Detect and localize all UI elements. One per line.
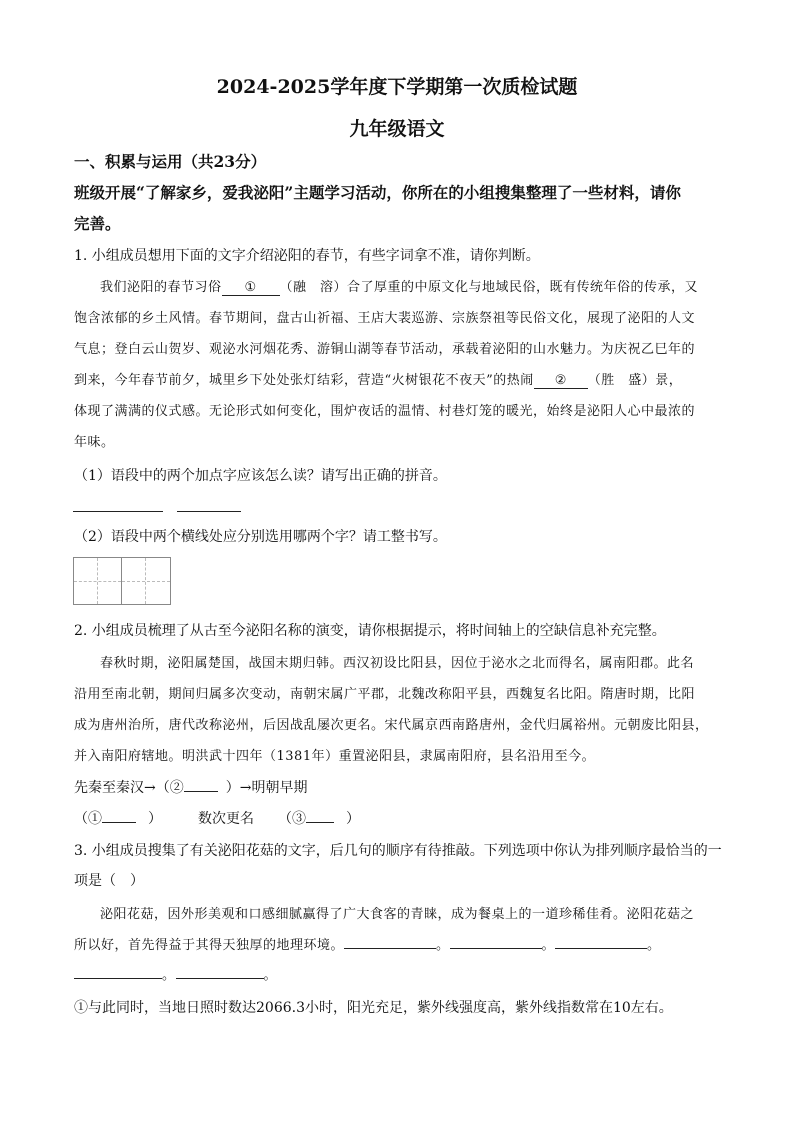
q1-sub-question-1: （1）语段中的两个加点字应该怎么读？请写出正确的拼音。 [74, 468, 447, 484]
q1-passage-text: 到来，今年春节前夕，城里乡下处处张灯结彩，营造“火树银花不夜天”的热闹 [74, 373, 534, 388]
exam-subtitle: 九年级语文 [349, 118, 445, 140]
q3-blank[interactable] [176, 978, 264, 979]
q1-passage-text: （胜 盛）景， [587, 373, 683, 388]
section-intro-line-1: 班级开展“了解家乡，爱我泌阳”主题学习活动，你所在的小组搜集整理了一些材料，请你 [74, 183, 681, 202]
q3-period: 。 [263, 968, 278, 983]
timeline-text: 先秦至秦汉→（② [74, 780, 184, 796]
timeline-text: ）→明朝早期 [225, 780, 308, 796]
timeline-text: （① [74, 811, 102, 827]
q3-passage-line-1: 泌阳花菇，因外形美观和口感细腻赢得了广大食客的青睐，成为餐桌上的一道珍稀佳肴。泌阳花菇之 [100, 907, 695, 922]
timeline-blank-1[interactable] [102, 822, 136, 823]
writing-grid[interactable] [73, 557, 171, 605]
q2-passage-line-1: 春秋时期，泌阳属楚国，战国末期归韩。西汉初设比阳县，因位于泌水之北而得名，属南阳郡。此名 [100, 656, 695, 671]
q1-passage-line-6: 年味。 [74, 435, 115, 450]
q1-passage-line-5: 体现了满满的仪式感。无论形式如何变化，围炉夜话的温情、村巷灯笼的暖光，始终是泌阳人心中最浓的 [74, 404, 696, 419]
q3-passage-line-3 [74, 964, 277, 983]
q3-blank[interactable] [450, 948, 542, 949]
timeline-text: （③ [278, 811, 306, 827]
timeline-blank-2[interactable] [184, 791, 218, 792]
q3-period: 。 [541, 938, 556, 953]
writing-cell-2[interactable] [122, 558, 170, 604]
q1-answer-line-1[interactable] [73, 511, 163, 512]
q3-blank[interactable] [74, 978, 162, 979]
q2-passage-line-3: 成为唐州治所，唐代改称泌州，后因战乱屡次更名。宋代属京西南路唐州，金代归属裕州。元朝废比阳县， [74, 718, 709, 733]
timeline-text: 数次更名 [198, 811, 254, 827]
q2-passage-line-2: 沿用至南北朝，期间归属多次变动，南朝宋属广平郡，北魏改称阳平县，西魏复名比阳。隋唐时期，比阳 [74, 687, 696, 702]
q1-stem: 1. 小组成员想用下面的文字介绍泌阳的春节，有些字词拿不准，请你判断。 [74, 248, 540, 264]
q1-passage-text: （融 溶）合了厚重的中原文化与地域民俗，既有传统年俗的传承，又 [279, 280, 699, 295]
q1-answer-line-2[interactable] [177, 511, 241, 512]
q3-passage-text: 所以好，首先得益于其得天独厚的地理环境。 [74, 938, 345, 953]
q3-stem-line-1: 3. 小组成员搜集了有关泌阳花菇的文字，后几句的顺序有待推敲。下列选项中你认为排列顺序最恰当的一 [74, 843, 722, 859]
q2-stem: 2. 小组成员梳理了从古至今泌阳名称的演变，请你根据提示，将时间轴上的空缺信息补充完整。 [74, 623, 666, 639]
q3-stem-line-2: 项是（ ） [74, 873, 144, 889]
section-intro-line-2: 完善。 [74, 214, 121, 233]
q3-period: 。 [162, 968, 176, 983]
timeline-text: ） [346, 811, 360, 827]
q1-passage-line-2: 饱含浓郁的乡土风情。春节期间，盘古山祈福、王店大裴巡游、宗族祭祖等民俗文化，展现了泌阳的人文 [74, 311, 696, 326]
q1-passage-line-3: 气息；登白云山贺岁、观泌水河烟花秀、游铜山湖等春节活动，承载着泌阳的山水魅力。为庆祝乙巳年的 [74, 342, 696, 357]
timeline-text: ） [148, 811, 162, 827]
q1-passage-line-4 [74, 369, 682, 389]
timeline-blank-3[interactable] [306, 822, 334, 823]
q2-passage-line-4: 并入南阳府辖地。明洪武十四年（1381年）重置泌阳县，隶属南阳府，县名沿用至今。 [74, 749, 596, 764]
q3-period: 。 [436, 938, 450, 953]
q2-timeline-row-1 [74, 777, 307, 797]
q1-sub-question-2: （2）语段中两个横线处应分别选用哪两个字？请工整书写。 [74, 529, 447, 545]
q1-passage-text: 我们泌阳的春节习俗 [100, 280, 222, 295]
writing-cell-1[interactable] [74, 558, 122, 604]
q1-passage-line-1 [100, 276, 698, 296]
section-heading: 一、积累与运用（共23分） [74, 152, 267, 171]
q3-blank[interactable] [344, 948, 436, 949]
q1-blank-1[interactable]: ① [222, 280, 280, 296]
q3-option-1: ①与此同时，当地日照时数达2066.3小时，阳光充足，紫外线强度高，紫外线指数常在10左右。 [74, 1000, 673, 1016]
q3-blank[interactable] [555, 948, 647, 949]
q3-period: 。 [647, 938, 661, 953]
q3-passage-line-2 [74, 934, 661, 953]
exam-title: 2024-2025学年度下学期第一次质检试题 [216, 76, 578, 98]
q2-timeline-row-2 [74, 808, 360, 828]
q1-blank-2[interactable]: ② [534, 373, 588, 389]
